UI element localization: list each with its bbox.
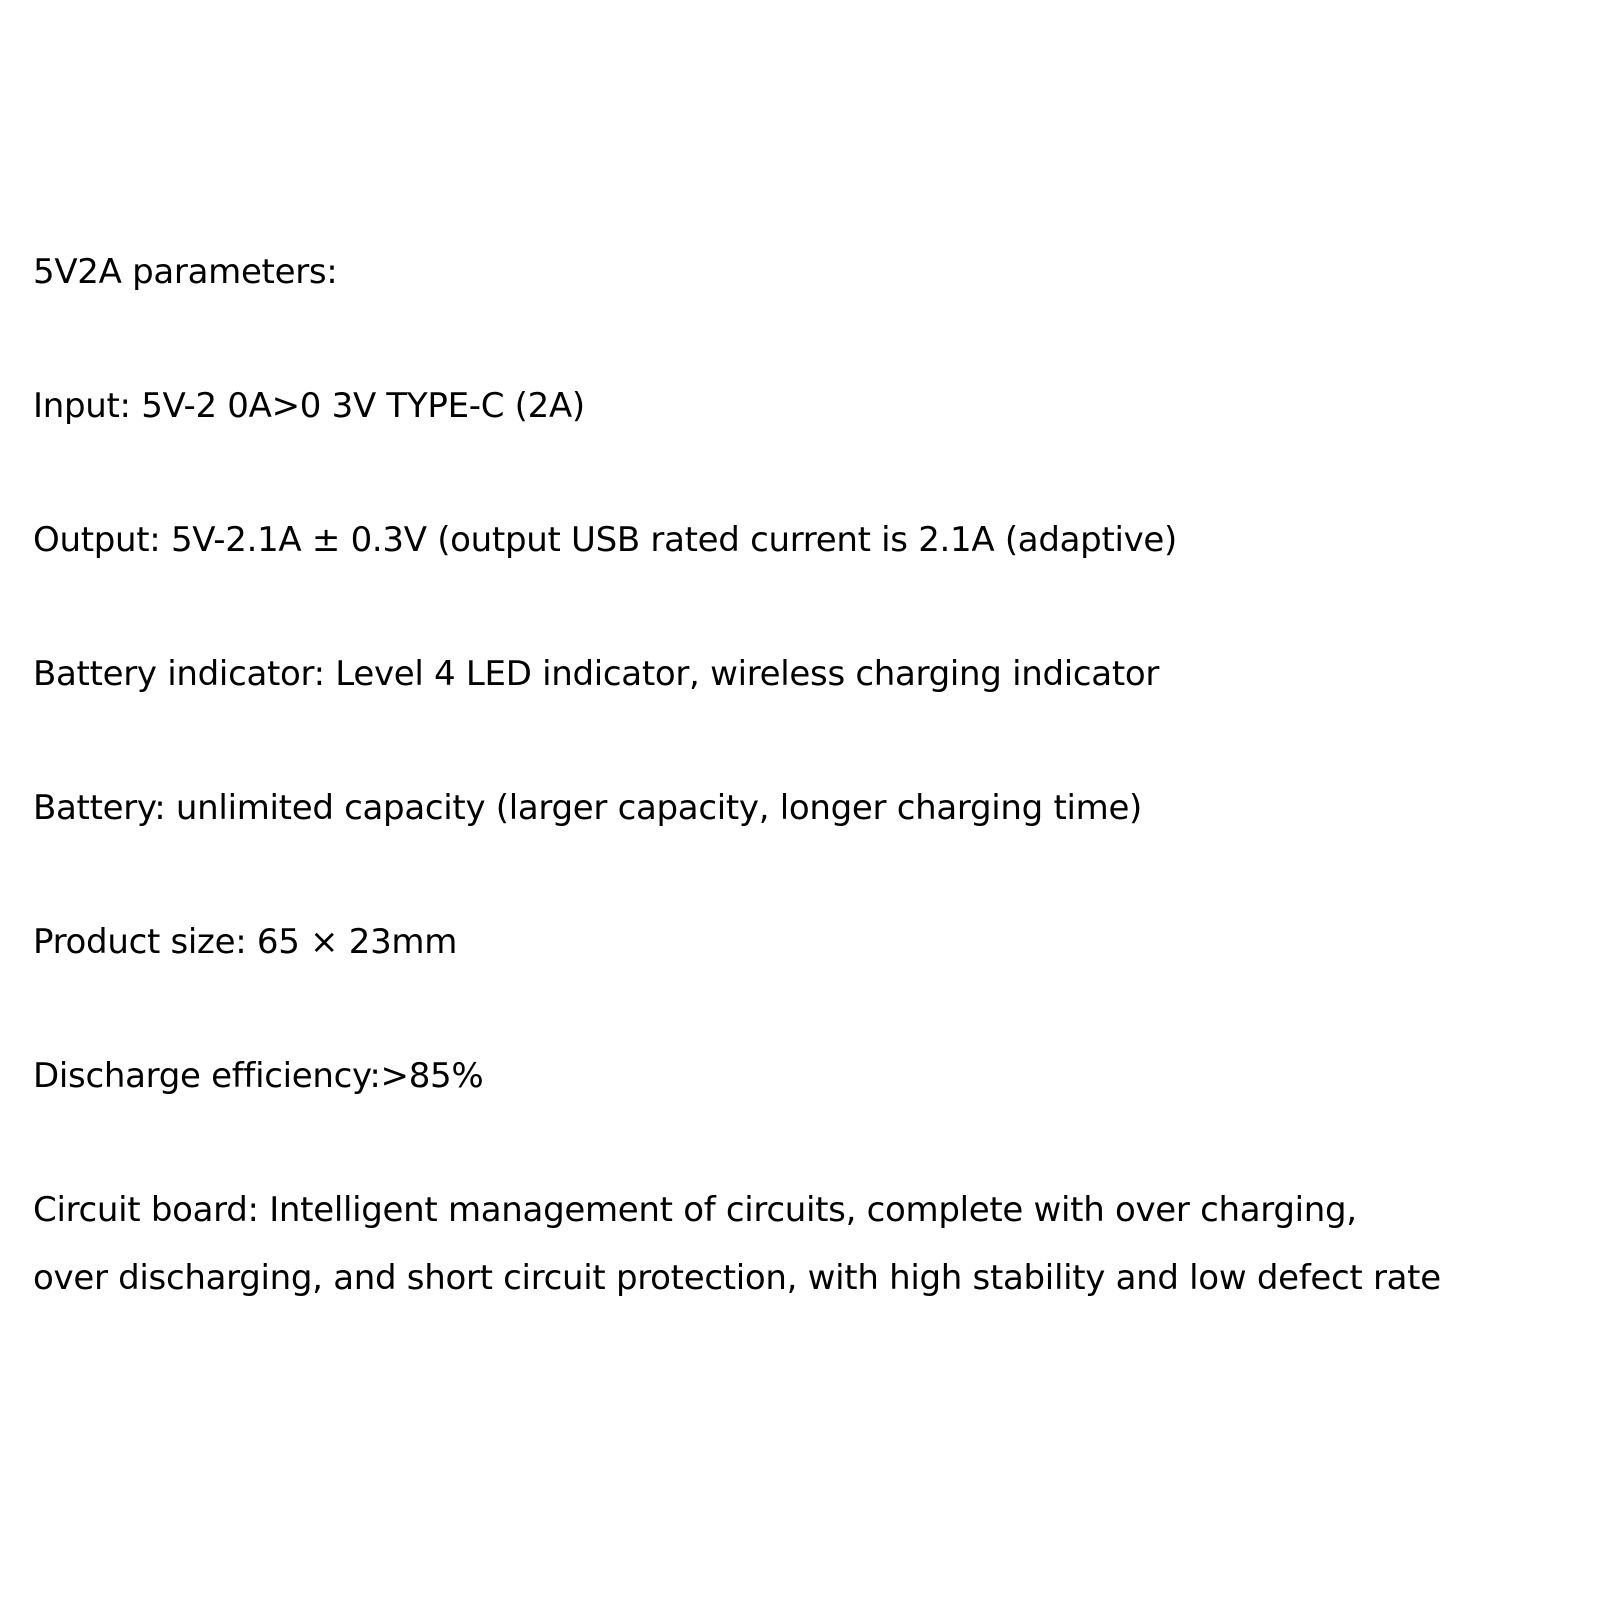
product-size-spec: Product size: 65 × 23mm <box>33 922 458 962</box>
battery-spec: Battery: unlimited capacity (larger capacity, longer charging time) <box>33 788 1143 828</box>
discharge-efficiency-spec: Discharge efficiency:>85% <box>33 1056 484 1096</box>
circuit-board-spec-line-1: Circuit board: Intelligent management of circuits, complete with over charging, <box>33 1190 1357 1230</box>
output-spec: Output: 5V-2.1A ± 0.3V (output USB rated current is 2.1A (adaptive) <box>33 520 1178 560</box>
input-spec: Input: 5V-2 0A>0 3V TYPE-C (2A) <box>33 386 585 426</box>
circuit-board-spec-line-2: over discharging, and short circuit protection, with high stability and low defect rate <box>33 1258 1441 1298</box>
parameters-heading: 5V2A parameters: <box>33 252 338 292</box>
battery-indicator-spec: Battery indicator: Level 4 LED indicator, wireless charging indicator <box>33 654 1160 694</box>
